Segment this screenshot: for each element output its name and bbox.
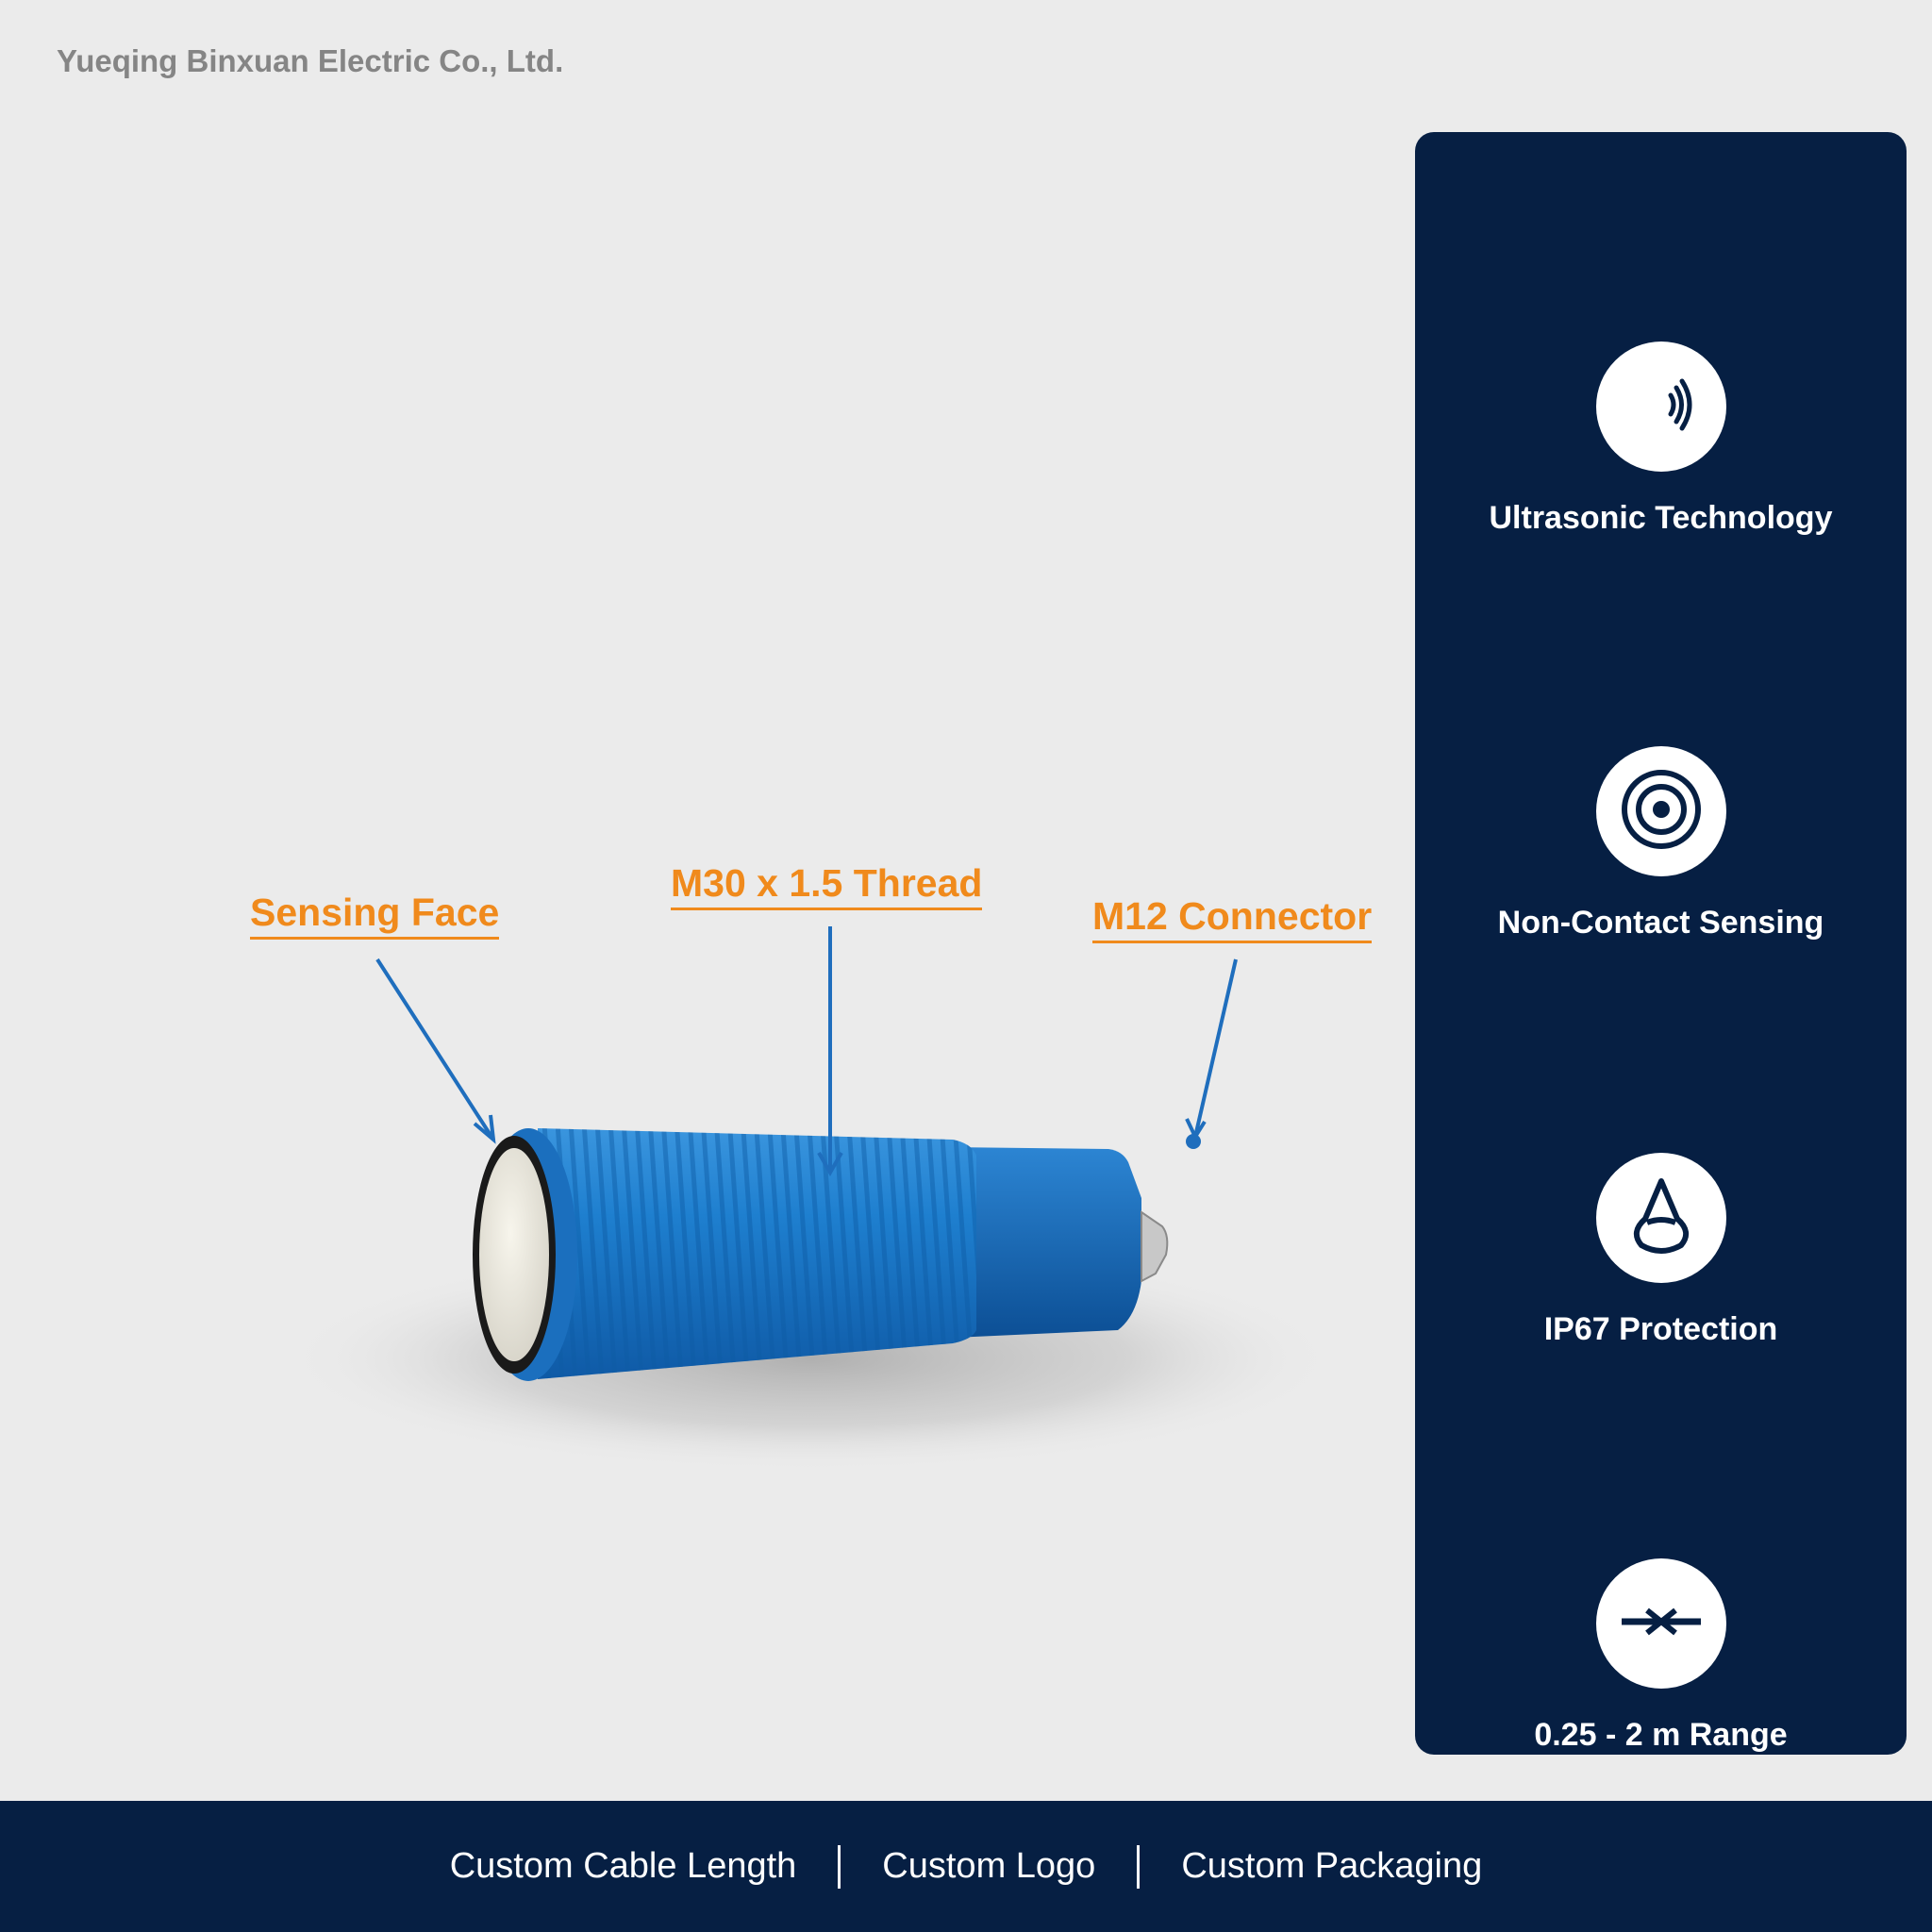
feature-ip67 (1415, 1153, 1907, 1348)
feature-label: IP67 Protection (1543, 1311, 1778, 1347)
footer-item-cable-length: Custom Cable Length (449, 1846, 797, 1886)
pointer-connector (1187, 959, 1236, 1137)
feature-label: Non-Contact Sensing (1497, 905, 1824, 941)
pointer-connector-dot (1186, 1134, 1201, 1149)
pointer-sensing-face (377, 959, 493, 1140)
feature-icon-circle (1596, 1558, 1726, 1689)
ultrasonic-waves-icon (1624, 367, 1699, 447)
m12-connector-tip (1141, 1212, 1167, 1281)
range-arrows-icon (1619, 1579, 1704, 1669)
callout-sensing-face: Sensing Face (250, 891, 499, 940)
feature-icon-circle (1596, 746, 1726, 876)
feature-label: Ultrasonic Technology (1489, 500, 1833, 536)
feature-ultrasonic (1415, 341, 1907, 537)
callout-connector: M12 Connector (1092, 894, 1372, 943)
feature-panel (1415, 132, 1907, 1755)
sensor-rear-cap (953, 1147, 1141, 1338)
water-drop-icon (1619, 1174, 1704, 1263)
feature-label: 0.25 - 2 m Range (1534, 1717, 1788, 1753)
feature-icon-circle (1596, 341, 1726, 472)
sensing-face-disc (479, 1148, 549, 1361)
pointer-thread (819, 926, 841, 1173)
feature-range (1415, 1558, 1907, 1754)
callout-thread: M30 x 1.5 Thread (671, 861, 982, 910)
feature-icon-circle (1596, 1153, 1726, 1283)
target-icon (1619, 767, 1704, 857)
footer-item-packaging: Custom Packaging (1181, 1846, 1483, 1886)
company-name: Yueqing Binxuan Electric Co., Ltd. (57, 43, 564, 78)
footer-item-logo: Custom Logo (882, 1846, 1096, 1886)
feature-non-contact (1415, 746, 1907, 941)
footer-bar (0, 1801, 1932, 1932)
